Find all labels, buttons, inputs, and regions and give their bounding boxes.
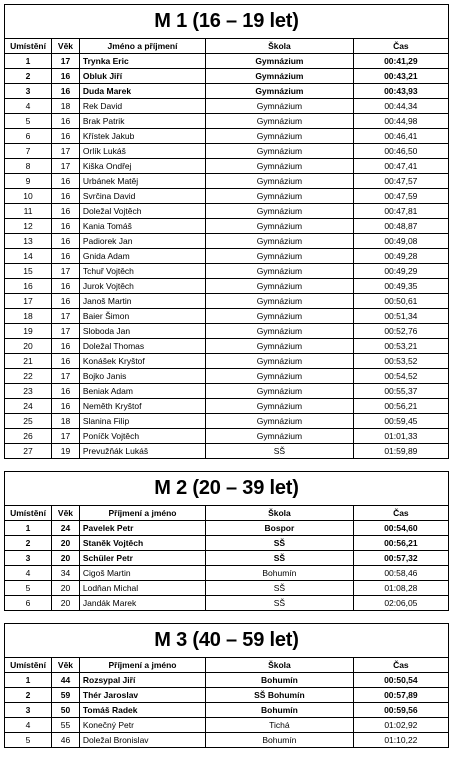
cell-age: 20 [52,536,80,551]
header-place: Umístění [5,506,52,521]
cell-age: 16 [52,219,80,234]
cell-age: 16 [52,189,80,204]
cell-time: 00:41,29 [353,54,448,69]
spacer-cell [5,459,449,472]
table-row [5,114,449,129]
cell-time: 01:10,22 [353,733,448,748]
cell-time: 00:47,57 [353,174,448,189]
cell-age: 16 [52,339,80,354]
table-row [5,733,449,748]
cell-place: 19 [5,324,52,339]
cell-school: Gymnázium [206,234,354,249]
cell-name: Doležal Vojtěch [79,204,205,219]
cell-place: 12 [5,219,52,234]
cell-time: 00:49,29 [353,264,448,279]
cell-time: 01:01,33 [353,429,448,444]
cell-place: 4 [5,99,52,114]
cell-place: 11 [5,204,52,219]
category-title: M 3 (40 – 59 let) [5,624,449,658]
cell-name: Slanina Filip [79,414,205,429]
cell-age: 16 [52,129,80,144]
cell-place: 17 [5,294,52,309]
cell-name: Bojko Janis [79,369,205,384]
cell-school: Gymnázium [206,159,354,174]
cell-time: 00:55,37 [353,384,448,399]
cell-age: 17 [52,309,80,324]
cell-time: 00:56,21 [353,536,448,551]
cell-place: 2 [5,688,52,703]
table-row [5,219,449,234]
table-row [5,279,449,294]
header-time: Čas [353,39,448,54]
cell-name: Orlík Lukáš [79,144,205,159]
header-school: Škola [206,39,354,54]
cell-time: 00:46,50 [353,144,448,159]
header-school: Škola [206,658,354,673]
cell-school: Gymnázium [206,69,354,84]
cell-name: Neměth Kryštof [79,399,205,414]
cell-time: 00:49,28 [353,249,448,264]
header-time: Čas [353,506,448,521]
cell-school: Gymnázium [206,414,354,429]
cell-school: Gymnázium [206,54,354,69]
cell-school: Gymnázium [206,429,354,444]
table-row [5,718,449,733]
table-row [5,521,449,536]
cell-time: 00:54,52 [353,369,448,384]
cell-school: Gymnázium [206,114,354,129]
cell-age: 18 [52,414,80,429]
cell-age: 34 [52,566,80,581]
cell-age: 16 [52,114,80,129]
cell-age: 16 [52,279,80,294]
cell-school: Gymnázium [206,144,354,159]
cell-place: 13 [5,234,52,249]
cell-age: 16 [52,249,80,264]
cell-school: Gymnázium [206,294,354,309]
cell-time: 01:08,28 [353,581,448,596]
cell-place: 3 [5,703,52,718]
cell-name: Jandák Marek [79,596,205,611]
cell-age: 20 [52,581,80,596]
table-row [5,174,449,189]
cell-place: 2 [5,536,52,551]
header-name: Příjmení a jméno [79,506,205,521]
cell-time: 00:46,41 [353,129,448,144]
category-title-row [5,472,449,506]
column-header-row [5,39,449,54]
table-row [5,234,449,249]
cell-age: 16 [52,294,80,309]
cell-name: Rek David [79,99,205,114]
cell-name: Svrčina David [79,189,205,204]
spacer-cell [5,611,449,624]
cell-name: Janoš Martin [79,294,205,309]
header-place: Umístění [5,658,52,673]
table-row [5,99,449,114]
table-row [5,566,449,581]
table-row [5,399,449,414]
cell-age: 16 [52,204,80,219]
cell-name: Tchuř Vojtěch [79,264,205,279]
table-row [5,249,449,264]
cell-time: 00:59,45 [353,414,448,429]
cell-time: 00:43,21 [353,69,448,84]
header-time: Čas [353,658,448,673]
cell-place: 23 [5,384,52,399]
cell-age: 50 [52,703,80,718]
cell-place: 1 [5,54,52,69]
cell-school: SŠ [206,551,354,566]
table-row [5,69,449,84]
cell-age: 17 [52,159,80,174]
category-title: M 1 (16 – 19 let) [5,5,449,39]
table-row [5,144,449,159]
cell-school: Gymnázium [206,309,354,324]
section-spacer [5,459,449,472]
cell-name: Urbánek Matěj [79,174,205,189]
table-row [5,414,449,429]
cell-time: 00:49,08 [353,234,448,249]
table-row [5,673,449,688]
cell-school: Bohumín [206,566,354,581]
cell-place: 22 [5,369,52,384]
cell-time: 00:48,87 [353,219,448,234]
cell-name: Křístek Jakub [79,129,205,144]
cell-place: 9 [5,174,52,189]
cell-school: SŠ [206,596,354,611]
header-age: Věk [52,39,80,54]
cell-age: 55 [52,718,80,733]
cell-age: 24 [52,521,80,536]
table-row [5,54,449,69]
cell-time: 00:54,60 [353,521,448,536]
cell-age: 16 [52,84,80,99]
results-body [5,5,449,748]
cell-time: 00:49,35 [353,279,448,294]
cell-name: Poníčk Vojtěch [79,429,205,444]
cell-name: Baier Šimon [79,309,205,324]
cell-age: 16 [52,69,80,84]
table-row [5,369,449,384]
cell-school: Gymnázium [206,339,354,354]
cell-place: 20 [5,339,52,354]
cell-age: 16 [52,354,80,369]
cell-school: SŠ [206,536,354,551]
cell-school: Gymnázium [206,399,354,414]
column-header-row [5,506,449,521]
table-row [5,204,449,219]
cell-time: 00:44,98 [353,114,448,129]
table-row [5,339,449,354]
cell-school: Bospor [206,521,354,536]
table-row [5,309,449,324]
cell-school: Gymnázium [206,354,354,369]
cell-name: Staněk Vojtěch [79,536,205,551]
table-row [5,429,449,444]
results-sheet [4,4,449,748]
cell-name: Sloboda Jan [79,324,205,339]
cell-name: Lodňan Michal [79,581,205,596]
cell-time: 00:58,46 [353,566,448,581]
cell-age: 16 [52,384,80,399]
table-row [5,581,449,596]
results-table [4,4,449,748]
cell-place: 4 [5,718,52,733]
cell-time: 00:50,61 [353,294,448,309]
cell-time: 00:57,89 [353,688,448,703]
header-name: Příjmení a jméno [79,658,205,673]
cell-time: 00:53,52 [353,354,448,369]
table-row [5,129,449,144]
cell-place: 16 [5,279,52,294]
cell-name: Padiorek Jan [79,234,205,249]
cell-age: 18 [52,99,80,114]
cell-place: 2 [5,69,52,84]
cell-time: 00:51,34 [353,309,448,324]
cell-time: 02:06,05 [353,596,448,611]
cell-place: 8 [5,159,52,174]
cell-time: 00:50,54 [353,673,448,688]
header-place: Umístění [5,39,52,54]
cell-school: Gymnázium [206,264,354,279]
table-row [5,354,449,369]
cell-age: 19 [52,444,80,459]
cell-place: 15 [5,264,52,279]
table-row [5,596,449,611]
cell-age: 16 [52,174,80,189]
table-row [5,703,449,718]
table-row [5,551,449,566]
cell-name: Pavelek Petr [79,521,205,536]
header-age: Věk [52,658,80,673]
cell-place: 6 [5,596,52,611]
cell-place: 14 [5,249,52,264]
table-row [5,384,449,399]
cell-place: 26 [5,429,52,444]
cell-place: 3 [5,551,52,566]
cell-name: Kania Tomáš [79,219,205,234]
cell-age: 16 [52,399,80,414]
cell-age: 17 [52,324,80,339]
cell-name: Tomáš Radek [79,703,205,718]
cell-age: 17 [52,369,80,384]
cell-place: 3 [5,84,52,99]
cell-school: Gymnázium [206,249,354,264]
section-spacer [5,611,449,624]
cell-place: 5 [5,733,52,748]
table-row [5,688,449,703]
cell-school: Bohumín [206,733,354,748]
column-header-row [5,658,449,673]
cell-place: 6 [5,129,52,144]
cell-name: Trynka Eric [79,54,205,69]
cell-school: Gymnázium [206,99,354,114]
cell-name: Thér Jaroslav [79,688,205,703]
cell-school: Bohumín [206,703,354,718]
cell-age: 17 [52,144,80,159]
header-name: Jméno a příjmení [79,39,205,54]
cell-time: 00:47,81 [353,204,448,219]
cell-school: Gymnázium [206,129,354,144]
cell-place: 21 [5,354,52,369]
cell-school: Bohumín [206,673,354,688]
cell-school: Gymnázium [206,189,354,204]
cell-school: Gymnázium [206,384,354,399]
cell-time: 00:47,41 [353,159,448,174]
cell-school: Gymnázium [206,84,354,99]
cell-place: 18 [5,309,52,324]
cell-time: 00:56,21 [353,399,448,414]
cell-place: 10 [5,189,52,204]
table-row [5,324,449,339]
cell-place: 1 [5,521,52,536]
cell-name: Cigoš Martin [79,566,205,581]
table-row [5,264,449,279]
cell-name: Brak Patrik [79,114,205,129]
cell-place: 25 [5,414,52,429]
cell-place: 24 [5,399,52,414]
cell-age: 17 [52,54,80,69]
cell-age: 59 [52,688,80,703]
cell-place: 4 [5,566,52,581]
cell-time: 00:57,32 [353,551,448,566]
cell-time: 00:43,93 [353,84,448,99]
cell-time: 01:59,89 [353,444,448,459]
cell-school: Gymnázium [206,174,354,189]
cell-time: 00:59,56 [353,703,448,718]
cell-time: 01:02,92 [353,718,448,733]
cell-age: 20 [52,596,80,611]
cell-school: Gymnázium [206,279,354,294]
category-title-row [5,5,449,39]
cell-name: Kiška Ondřej [79,159,205,174]
cell-name: Rozsypal Jiří [79,673,205,688]
cell-school: Gymnázium [206,204,354,219]
header-school: Škola [206,506,354,521]
cell-age: 46 [52,733,80,748]
cell-school: SŠ [206,444,354,459]
table-row [5,536,449,551]
cell-time: 00:47,59 [353,189,448,204]
cell-name: Doležal Thomas [79,339,205,354]
category-title: M 2 (20 – 39 let) [5,472,449,506]
table-row [5,294,449,309]
cell-place: 7 [5,144,52,159]
cell-name: Doležal Bronislav [79,733,205,748]
cell-time: 00:44,34 [353,99,448,114]
cell-time: 00:52,76 [353,324,448,339]
cell-name: Obluk Jiří [79,69,205,84]
cell-place: 27 [5,444,52,459]
cell-place: 1 [5,673,52,688]
table-row [5,444,449,459]
cell-place: 5 [5,581,52,596]
cell-school: SŠ Bohumín [206,688,354,703]
cell-age: 17 [52,429,80,444]
table-row [5,84,449,99]
cell-age: 17 [52,264,80,279]
header-age: Věk [52,506,80,521]
category-title-row [5,624,449,658]
cell-school: Tichá [206,718,354,733]
cell-name: Beniak Adam [79,384,205,399]
cell-name: Gnida Adam [79,249,205,264]
cell-age: 20 [52,551,80,566]
cell-school: Gymnázium [206,324,354,339]
cell-place: 5 [5,114,52,129]
cell-time: 00:53,21 [353,339,448,354]
cell-name: Schüler Petr [79,551,205,566]
cell-school: Gymnázium [206,369,354,384]
cell-name: Konášek Kryštof [79,354,205,369]
cell-name: Duda Marek [79,84,205,99]
cell-name: Jurok Vojtěch [79,279,205,294]
cell-age: 16 [52,234,80,249]
cell-name: Konečný Petr [79,718,205,733]
cell-school: Gymnázium [206,219,354,234]
cell-school: SŠ [206,581,354,596]
table-row [5,159,449,174]
table-row [5,189,449,204]
cell-age: 44 [52,673,80,688]
cell-name: Prevužňák Lukáš [79,444,205,459]
